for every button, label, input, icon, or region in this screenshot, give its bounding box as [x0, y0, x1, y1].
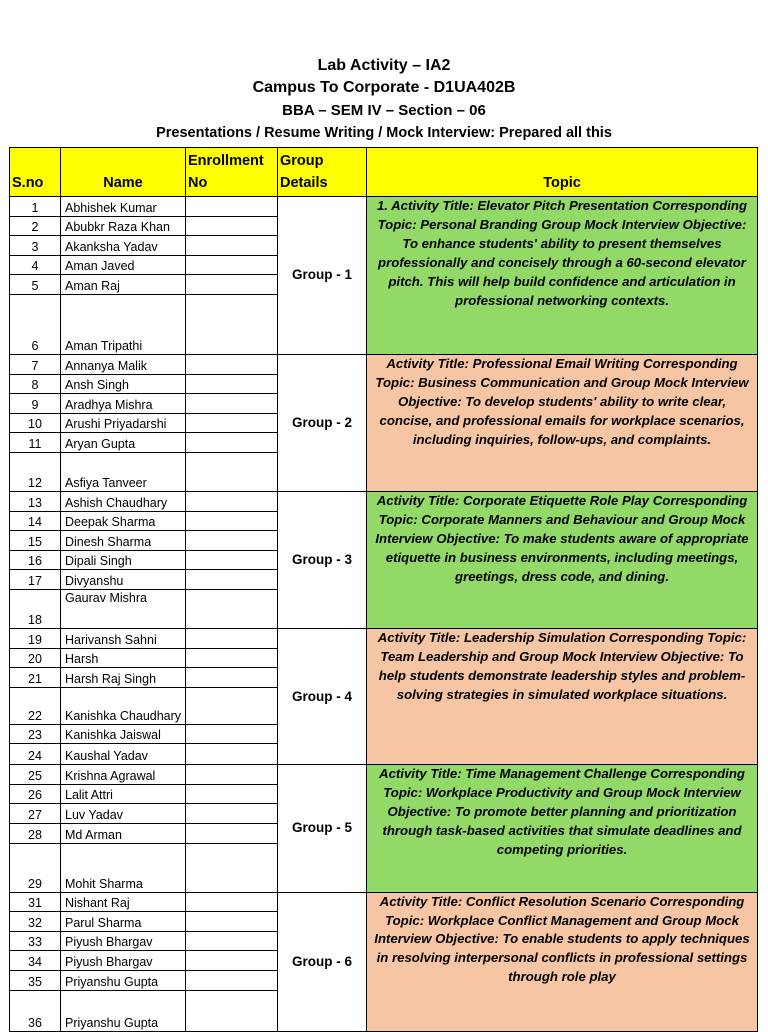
cell-sno: 16	[10, 550, 61, 570]
cell-enrollment	[186, 216, 278, 236]
cell-name: Akanksha Yadav	[61, 236, 186, 256]
cell-name: Krishna Agrawal	[61, 765, 186, 785]
cell-group: Group - 3	[278, 491, 367, 628]
cell-enrollment	[186, 892, 278, 912]
document-title: Lab Activity – IA2	[317, 57, 451, 74]
cell-group: Group - 4	[278, 628, 367, 764]
cell-name: Abubkr Raza Khan	[61, 216, 186, 236]
header-enrollment: Enrollment No	[186, 148, 278, 197]
cell-enrollment	[186, 744, 278, 765]
cell-sno: 32	[10, 912, 61, 932]
cell-name: Priyanshu Gupta	[61, 990, 186, 1031]
cell-name: Aradhya Mishra	[61, 394, 186, 414]
table-row	[10, 765, 758, 785]
cell-enrollment	[186, 784, 278, 804]
cell-name: Arushi Priyadarshi	[61, 413, 186, 433]
cell-name: Aman Javed	[61, 255, 186, 275]
cell-group: Group - 1	[278, 197, 367, 355]
cell-topic: Activity Title: Leadership Simulation Corresponding Topic: Team Leadership and Group Mock Interview Objective: To help students demonstrate leadership styles and problem-solving strategies in simulated workplace situations.	[367, 628, 758, 764]
cell-name: Mohit Sharma	[61, 843, 186, 892]
cell-sno: 19	[10, 628, 61, 648]
cell-enrollment	[186, 374, 278, 394]
cell-sno: 25	[10, 765, 61, 785]
student-group-table	[9, 147, 758, 1032]
cell-enrollment	[186, 531, 278, 551]
cell-enrollment	[186, 687, 278, 724]
header-group: Group Details	[278, 148, 367, 197]
cell-sno: 6	[10, 294, 61, 354]
cell-sno: 21	[10, 668, 61, 688]
cell-name: Lalit Attri	[61, 784, 186, 804]
cell-sno: 5	[10, 275, 61, 295]
cell-enrollment	[186, 912, 278, 932]
cell-name: Aryan Gupta	[61, 433, 186, 453]
cell-enrollment	[186, 452, 278, 491]
cell-name: Ansh Singh	[61, 374, 186, 394]
cell-enrollment	[186, 570, 278, 590]
cell-sno: 22	[10, 687, 61, 724]
cell-enrollment	[186, 511, 278, 531]
cell-name: Harivansh Sahni	[61, 628, 186, 648]
cell-enrollment	[186, 255, 278, 275]
course-name: Campus To Corporate - D1UA402B	[252, 79, 516, 96]
cell-name: Divyanshu	[61, 570, 186, 590]
cell-sno: 35	[10, 971, 61, 991]
cell-enrollment	[186, 628, 278, 648]
cell-enrollment	[186, 491, 278, 511]
section-line: BBA – SEM IV – Section – 06	[282, 102, 486, 119]
cell-topic: Activity Title: Corporate Etiquette Role Play Corresponding Topic: Corporate Manners and Behaviour and Group Mock Interview Objective: To make students aware of appropriate etiquette in business environments, including meetings, greetings, dress code, and dining.	[367, 491, 758, 628]
cell-name: Kaushal Yadav	[61, 744, 186, 765]
cell-enrollment	[186, 990, 278, 1031]
cell-name: Aman Raj	[61, 275, 186, 295]
cell-enrollment	[186, 294, 278, 354]
table-body	[10, 197, 758, 1032]
table-row	[10, 628, 758, 648]
table-row	[10, 354, 758, 374]
cell-name: Dipali Singh	[61, 550, 186, 570]
cell-topic: 1. Activity Title: Elevator Pitch Presentation Corresponding Topic: Personal Branding Group Mock Interview Objective: To enhance students' ability to present themselves professionally and concisely through a 60-second elevator pitch. This will help build confidence and articulation in professional networking contexts.	[367, 197, 758, 355]
cell-sno: 2	[10, 216, 61, 236]
cell-sno: 8	[10, 374, 61, 394]
cell-sno: 9	[10, 394, 61, 414]
cell-enrollment	[186, 275, 278, 295]
cell-sno: 20	[10, 648, 61, 668]
cell-name: Asfiya Tanveer	[61, 452, 186, 491]
cell-enrollment	[186, 951, 278, 971]
cell-name: Md Arman	[61, 824, 186, 844]
cell-name: Dinesh Sharma	[61, 531, 186, 551]
header-sno: S.no	[10, 148, 61, 197]
header-topic: Topic	[367, 148, 758, 197]
cell-sno: 7	[10, 354, 61, 374]
cell-name: Harsh	[61, 648, 186, 668]
cell-name: Priyanshu Gupta	[61, 971, 186, 991]
cell-sno: 28	[10, 824, 61, 844]
cell-enrollment	[186, 589, 278, 628]
cell-sno: 26	[10, 784, 61, 804]
cell-enrollment	[186, 971, 278, 991]
cell-name: Gaurav Mishra	[61, 589, 186, 628]
table-row	[10, 491, 758, 511]
cell-sno: 12	[10, 452, 61, 491]
cell-enrollment	[186, 765, 278, 785]
cell-group: Group - 2	[278, 354, 367, 491]
cell-name: Abhishek Kumar	[61, 197, 186, 217]
cell-sno: 14	[10, 511, 61, 531]
cell-name: Nishant Raj	[61, 892, 186, 912]
cell-name: Kanishka Jaiswal	[61, 724, 186, 744]
cell-name: Parul Sharma	[61, 912, 186, 932]
cell-name: Kanishka Chaudhary	[61, 687, 186, 724]
cell-enrollment	[186, 394, 278, 414]
cell-enrollment	[186, 843, 278, 892]
cell-enrollment	[186, 648, 278, 668]
cell-topic: Activity Title: Professional Email Writing Corresponding Topic: Business Communication and Group Mock Interview Objective: To develop students' ability to write clear, concise, and professional emails for workplace scenarios, including inquiries, follow-ups, and complaints.	[367, 354, 758, 491]
table-row	[10, 892, 758, 912]
cell-name: Annanya Malik	[61, 354, 186, 374]
cell-enrollment	[186, 724, 278, 744]
cell-enrollment	[186, 804, 278, 824]
cell-name: Harsh Raj Singh	[61, 668, 186, 688]
cell-enrollment	[186, 413, 278, 433]
cell-name: Piyush Bhargav	[61, 931, 186, 951]
cell-name: Piyush Bhargav	[61, 951, 186, 971]
cell-enrollment	[186, 550, 278, 570]
cell-name: Ashish Chaudhary	[61, 491, 186, 511]
table-row	[10, 197, 758, 217]
document-header	[0, 54, 768, 144]
cell-sno: 4	[10, 255, 61, 275]
cell-sno: 36	[10, 990, 61, 1031]
cell-group: Group - 5	[278, 765, 367, 892]
cell-enrollment	[186, 433, 278, 453]
cell-enrollment	[186, 197, 278, 217]
cell-sno: 24	[10, 744, 61, 765]
cell-sno: 29	[10, 843, 61, 892]
cell-enrollment	[186, 668, 278, 688]
header-name: Name	[61, 148, 186, 197]
cell-sno: 31	[10, 892, 61, 912]
cell-sno: 3	[10, 236, 61, 256]
cell-sno: 17	[10, 570, 61, 590]
cell-sno: 15	[10, 531, 61, 551]
cell-topic: Activity Title: Time Management Challenge Corresponding Topic: Workplace Productivity and Group Mock Interview Objective: To promote better planning and prioritization through task-based activities that simulate deadlines and competing priorities.	[367, 765, 758, 892]
cell-enrollment	[186, 236, 278, 256]
cell-sno: 1	[10, 197, 61, 217]
table-header-row	[10, 148, 758, 197]
prepared-line: Presentations / Resume Writing / Mock Interview: Prepared all this	[156, 125, 612, 141]
cell-name: Luv Yadav	[61, 804, 186, 824]
cell-sno: 27	[10, 804, 61, 824]
cell-enrollment	[186, 354, 278, 374]
cell-sno: 11	[10, 433, 61, 453]
cell-name: Deepak Sharma	[61, 511, 186, 531]
cell-name: Aman Tripathi	[61, 294, 186, 354]
cell-sno: 13	[10, 491, 61, 511]
cell-sno: 23	[10, 724, 61, 744]
cell-sno: 10	[10, 413, 61, 433]
cell-enrollment	[186, 824, 278, 844]
cell-sno: 34	[10, 951, 61, 971]
cell-topic: Activity Title: Conflict Resolution Scenario Corresponding Topic: Workplace Conflict Management and Group Mock Interview Objective: To enable students to apply techniques in resolving interpersonal conflicts in professional settings through role play	[367, 892, 758, 1031]
cell-sno: 18	[10, 589, 61, 628]
cell-group: Group - 6	[278, 892, 367, 1031]
cell-enrollment	[186, 931, 278, 951]
cell-sno: 33	[10, 931, 61, 951]
